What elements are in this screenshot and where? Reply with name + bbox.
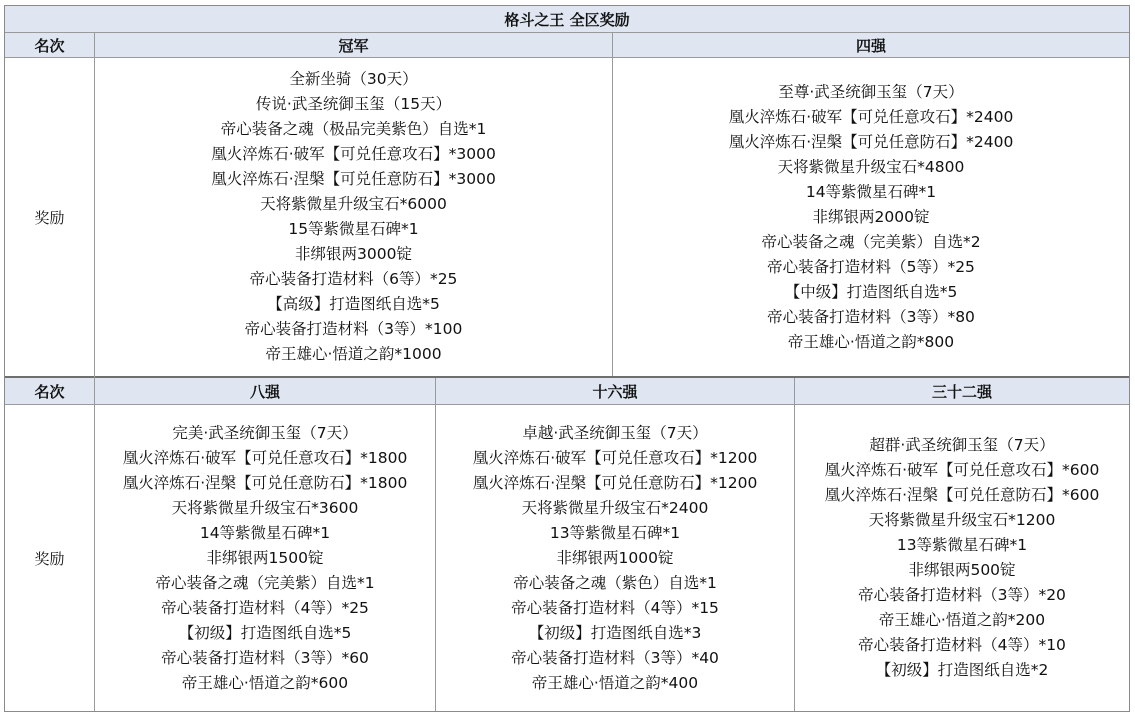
reward-item: 至尊·武圣统御玉玺（7天）: [778, 82, 964, 101]
reward-item: 15等紫微星石碑*1: [288, 220, 419, 238]
reward-item: 凰火淬炼石·涅槃【可兑任意防石】*1800: [122, 473, 408, 492]
reward-item: 帝心装备之魂（极品完美紫色）自选*1: [220, 120, 487, 138]
divider: [5, 404, 1129, 405]
reward-item: 凰火淬炼石·破军【可兑任意攻石】*600: [824, 461, 1100, 479]
rank-header: 名次: [5, 33, 94, 57]
champion-header: 冠军: [95, 33, 612, 57]
reward-item: 非绑银两1500锭: [206, 548, 324, 567]
reward-item: 帝心装备打造材料（3等）*60: [161, 648, 369, 667]
reward-item: 帝心装备之魂（完美紫）自选*1: [155, 573, 375, 592]
reward-item: 帝王雄心·悟道之韵*600: [181, 673, 349, 692]
reward-item: 13等紫微星石碑*1: [549, 523, 681, 542]
reward-item: 超群·武圣统御玉玺（7天）: [869, 436, 1055, 454]
top32-header: 三十二强: [795, 378, 1129, 404]
divider: [5, 376, 1129, 378]
reward-item: 帝心装备打造材料（3等）*40: [511, 648, 719, 667]
reward-item: 凰火淬炼石·涅槃【可兑任意防石】*600: [824, 486, 1100, 504]
reward-item: 帝心装备打造材料（6等）*25: [249, 270, 458, 288]
divider: [612, 32, 613, 376]
reward-item: 天将紫微星升级宝石*1200: [868, 511, 1056, 529]
reward-item: 帝心装备之魂（完美紫）自选*2: [761, 232, 981, 251]
top16-reward-list: [436, 405, 794, 711]
reward-item: 凰火淬炼石·破军【可兑任意攻石】*1200: [472, 448, 758, 467]
reward-item: 凰火淬炼石·涅槃【可兑任意防石】*2400: [728, 132, 1014, 151]
reward-item: 非绑银两3000锭: [295, 245, 412, 263]
top4-reward-list: [613, 58, 1129, 376]
reward-item: 完美·武圣统御玉玺（7天）: [172, 423, 358, 442]
reward-label-1: 奖励: [34, 208, 65, 227]
reward-item: 帝王雄心·悟道之韵*400: [531, 673, 699, 692]
top8-header: 八强: [95, 378, 435, 404]
champion-reward-list: [95, 58, 612, 376]
reward-item: 凰火淬炼石·破军【可兑任意攻石】*2400: [728, 107, 1014, 126]
reward-item: 帝心装备打造材料（4等）*15: [511, 598, 719, 617]
reward-item: 天将紫微星升级宝石*4800: [777, 157, 965, 176]
reward-item: 帝心装备打造材料（5等）*25: [767, 257, 975, 276]
divider: [5, 57, 1129, 58]
reward-item: 帝王雄心·悟道之韵*800: [787, 332, 955, 351]
reward-item: 非绑银两2000锭: [812, 207, 930, 226]
divider: [94, 32, 95, 711]
reward-item: 非绑银两500锭: [908, 561, 1016, 579]
top32-reward-list: [795, 405, 1129, 711]
divider: [794, 378, 795, 711]
reward-item: 【初级】打造图纸自选*2: [875, 661, 1049, 679]
reward-item: 【中级】打造图纸自选*5: [784, 282, 958, 301]
reward-item: 传说·武圣统御玉玺（15天）: [255, 95, 452, 113]
reward-item: 天将紫微星升级宝石*6000: [260, 195, 447, 213]
top4-header: 四强: [613, 33, 1129, 57]
table-title: 格斗之王 全区奖励: [5, 6, 1129, 32]
top8-reward-list: [95, 405, 435, 711]
reward-item: 非绑银两1000锭: [556, 548, 674, 567]
reward-table: [4, 5, 1130, 712]
reward-item: 凰火淬炼石·破军【可兑任意攻石】*1800: [122, 448, 408, 467]
reward-item: 14等紫微星石碑*1: [199, 523, 331, 542]
reward-item: 凰火淬炼石·破军【可兑任意攻石】*3000: [211, 145, 496, 163]
reward-item: 帝心装备打造材料（4等）*10: [858, 636, 1066, 654]
reward-item: 14等紫微星石碑*1: [805, 182, 937, 201]
divider: [435, 378, 436, 711]
reward-item: 全新坐骑（30天）: [289, 70, 418, 88]
reward-item: 帝心装备打造材料（3等）*80: [767, 307, 975, 326]
reward-label-2: 奖励: [34, 549, 65, 568]
reward-item: 帝心装备打造材料（3等）*20: [858, 586, 1066, 604]
rank-header-2: 名次: [5, 378, 94, 404]
reward-item: 帝心装备之魂（紫色）自选*1: [513, 573, 717, 592]
reward-item: 帝王雄心·悟道之韵*200: [878, 611, 1046, 629]
reward-item: 凰火淬炼石·涅槃【可兑任意防石】*1200: [472, 473, 758, 492]
divider: [5, 32, 1129, 33]
reward-item: 帝王雄心·悟道之韵*1000: [265, 345, 442, 363]
reward-item: 【初级】打造图纸自选*3: [528, 623, 702, 642]
reward-item: 天将紫微星升级宝石*2400: [521, 498, 709, 517]
reward-item: 【高级】打造图纸自选*5: [267, 295, 440, 313]
reward-item: 卓越·武圣统御玉玺（7天）: [522, 423, 708, 442]
reward-item: 【初级】打造图纸自选*5: [178, 623, 352, 642]
reward-item: 帝心装备打造材料（3等）*100: [244, 320, 463, 338]
reward-item: 凰火淬炼石·涅槃【可兑任意防石】*3000: [211, 170, 496, 188]
top16-header: 十六强: [436, 378, 794, 404]
reward-item: 天将紫微星升级宝石*3600: [171, 498, 359, 517]
reward-item: 13等紫微星石碑*1: [896, 536, 1028, 554]
reward-item: 帝心装备打造材料（4等）*25: [161, 598, 369, 617]
